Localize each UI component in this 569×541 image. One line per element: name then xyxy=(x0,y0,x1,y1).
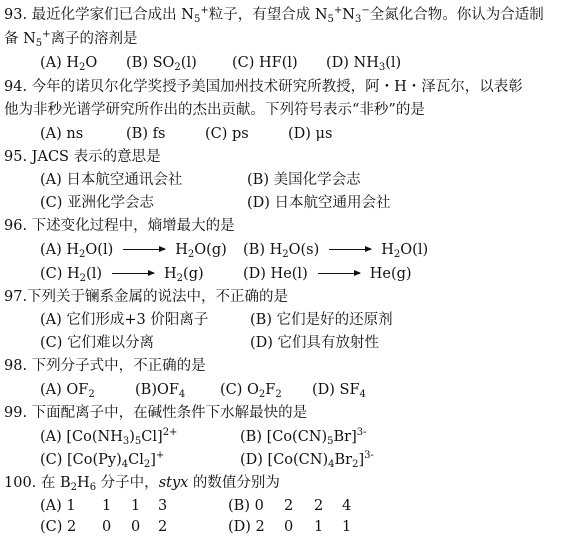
q93-option-d: (D) $NH_3(l)$ xyxy=(326,55,402,73)
q100-option-b-value: 2 xyxy=(284,498,294,514)
q98-option-d: (D) $SF_4$ xyxy=(312,382,366,400)
q100-option-b-value: 2 xyxy=(314,498,324,514)
q95-stem: 95. JACS 表示的意思是 xyxy=(4,149,161,165)
q98-option-b: $(B)OF_4$ xyxy=(135,382,186,400)
q97-option-d: (D) 它们具有放射性 xyxy=(250,335,380,351)
q95-option-d: (D) 日本航空通用会社 xyxy=(247,195,391,211)
q99-stem: 99. 下面配离子中，在碱性条件下水解最快的是 xyxy=(4,405,308,421)
q94-option-c: (C) ps xyxy=(205,126,249,142)
q93-option-b: (B) $SO_2(l)$ xyxy=(126,55,197,73)
q100-option-b-label: (B) 0 xyxy=(228,498,264,514)
q93-option-c: (C) HF(l) xyxy=(232,55,298,71)
q97-option-a: (A) 它们形成+3 价阳离子 xyxy=(40,312,209,328)
q100-option-a-value: 1 xyxy=(102,498,112,514)
q95-option-c: (C) 亚洲化学会志 xyxy=(40,195,155,211)
q100-option-d-value: 1 xyxy=(342,519,352,535)
reaction-arrow-icon xyxy=(112,273,154,274)
q100-option-c-value: 0 xyxy=(131,519,141,535)
q94-option-a: (A) ns xyxy=(40,126,84,142)
q100-option-d-label: (D) 2 xyxy=(228,519,265,535)
q96-option-c: (C) $H_2(l)$ $H_2(g)$ xyxy=(40,266,204,284)
q94-option-d: (D) μs xyxy=(288,126,333,142)
q100-option-c-value: 2 xyxy=(158,519,168,535)
q93-option-a: (A) $H_2O$ xyxy=(40,55,98,73)
q93-stem-line2: 备 $N_5^+$离子的溶剂是 xyxy=(4,29,138,49)
q100-stem: 100. 在 $B_2H_6$ 分子中，styx 的数值分别为 xyxy=(4,475,280,493)
q93-stem-line1: 93. 最近化学家们已合成出 $N_5^+$粒子，有望合成 $N_5^+N_3^-$全氮化合物。你认为合适制 xyxy=(4,5,544,25)
q99-option-b: (B) $[Co(CN)_5Br]^{3-}$ xyxy=(240,427,367,447)
q94-option-b: (B) fs xyxy=(126,126,166,142)
q96-stem: 96. 下述变化过程中，熵增最大的是 xyxy=(4,218,235,234)
reaction-arrow-icon xyxy=(329,249,371,250)
q100-option-b-value: 4 xyxy=(342,498,352,514)
q99-option-a: (A) $[Co(NH_3)_5Cl]^{2+}$ xyxy=(40,427,178,447)
q100-option-c-label: (C) 2 xyxy=(40,519,77,535)
q96-option-b: (B) $H_2O(s)$ $H_2O(l)$ xyxy=(243,242,429,260)
q100-option-d-value: 1 xyxy=(314,519,324,535)
q99-option-c: (C) $[Co(Py)_4Cl_2]^+$ xyxy=(40,450,165,470)
q94-stem-line1: 94. 今年的诺贝尔化学奖授予美国加州技术研究所教授，阿・H・泽瓦尔，以表彰 xyxy=(4,79,523,95)
q100-option-a-value: 1 xyxy=(131,498,141,514)
q98-stem: 98. 下列分子式中，不正确的是 xyxy=(4,358,206,374)
q94-stem-line2: 他为非秒光谱学研究所作出的杰出贡献。下列符号表示“非秒”的是 xyxy=(4,102,425,118)
q100-option-a-label: (A) 1 xyxy=(40,498,76,514)
q97-stem: 97.下列关于镧系金属的说法中，不正确的是 xyxy=(4,289,289,305)
reaction-arrow-icon xyxy=(123,249,165,250)
q99-option-d: (D) $[Co(CN)_4Br_2]^{3-}$ xyxy=(240,450,374,470)
q95-option-a: (A) 日本航空通讯会社 xyxy=(40,172,183,188)
q98-option-c: (C) $O_2F_2$ xyxy=(220,382,282,400)
q96-option-a: (A) $H_2O(l)$ $H_2O(g)$ xyxy=(40,242,227,260)
q97-option-c: (C) 它们难以分离 xyxy=(40,335,155,351)
reaction-arrow-icon xyxy=(318,273,360,274)
q96-option-d: (D) He(l) He(g) xyxy=(243,266,412,282)
q95-option-b: (B) 美国化学会志 xyxy=(247,172,361,188)
q98-option-a: (A) $OF_2$ xyxy=(40,382,95,400)
q100-option-a-value: 3 xyxy=(158,498,168,514)
q100-option-d-value: 0 xyxy=(284,519,294,535)
q97-option-b: (B) 它们是好的还原剂 xyxy=(250,312,393,328)
q100-option-c-value: 0 xyxy=(102,519,112,535)
